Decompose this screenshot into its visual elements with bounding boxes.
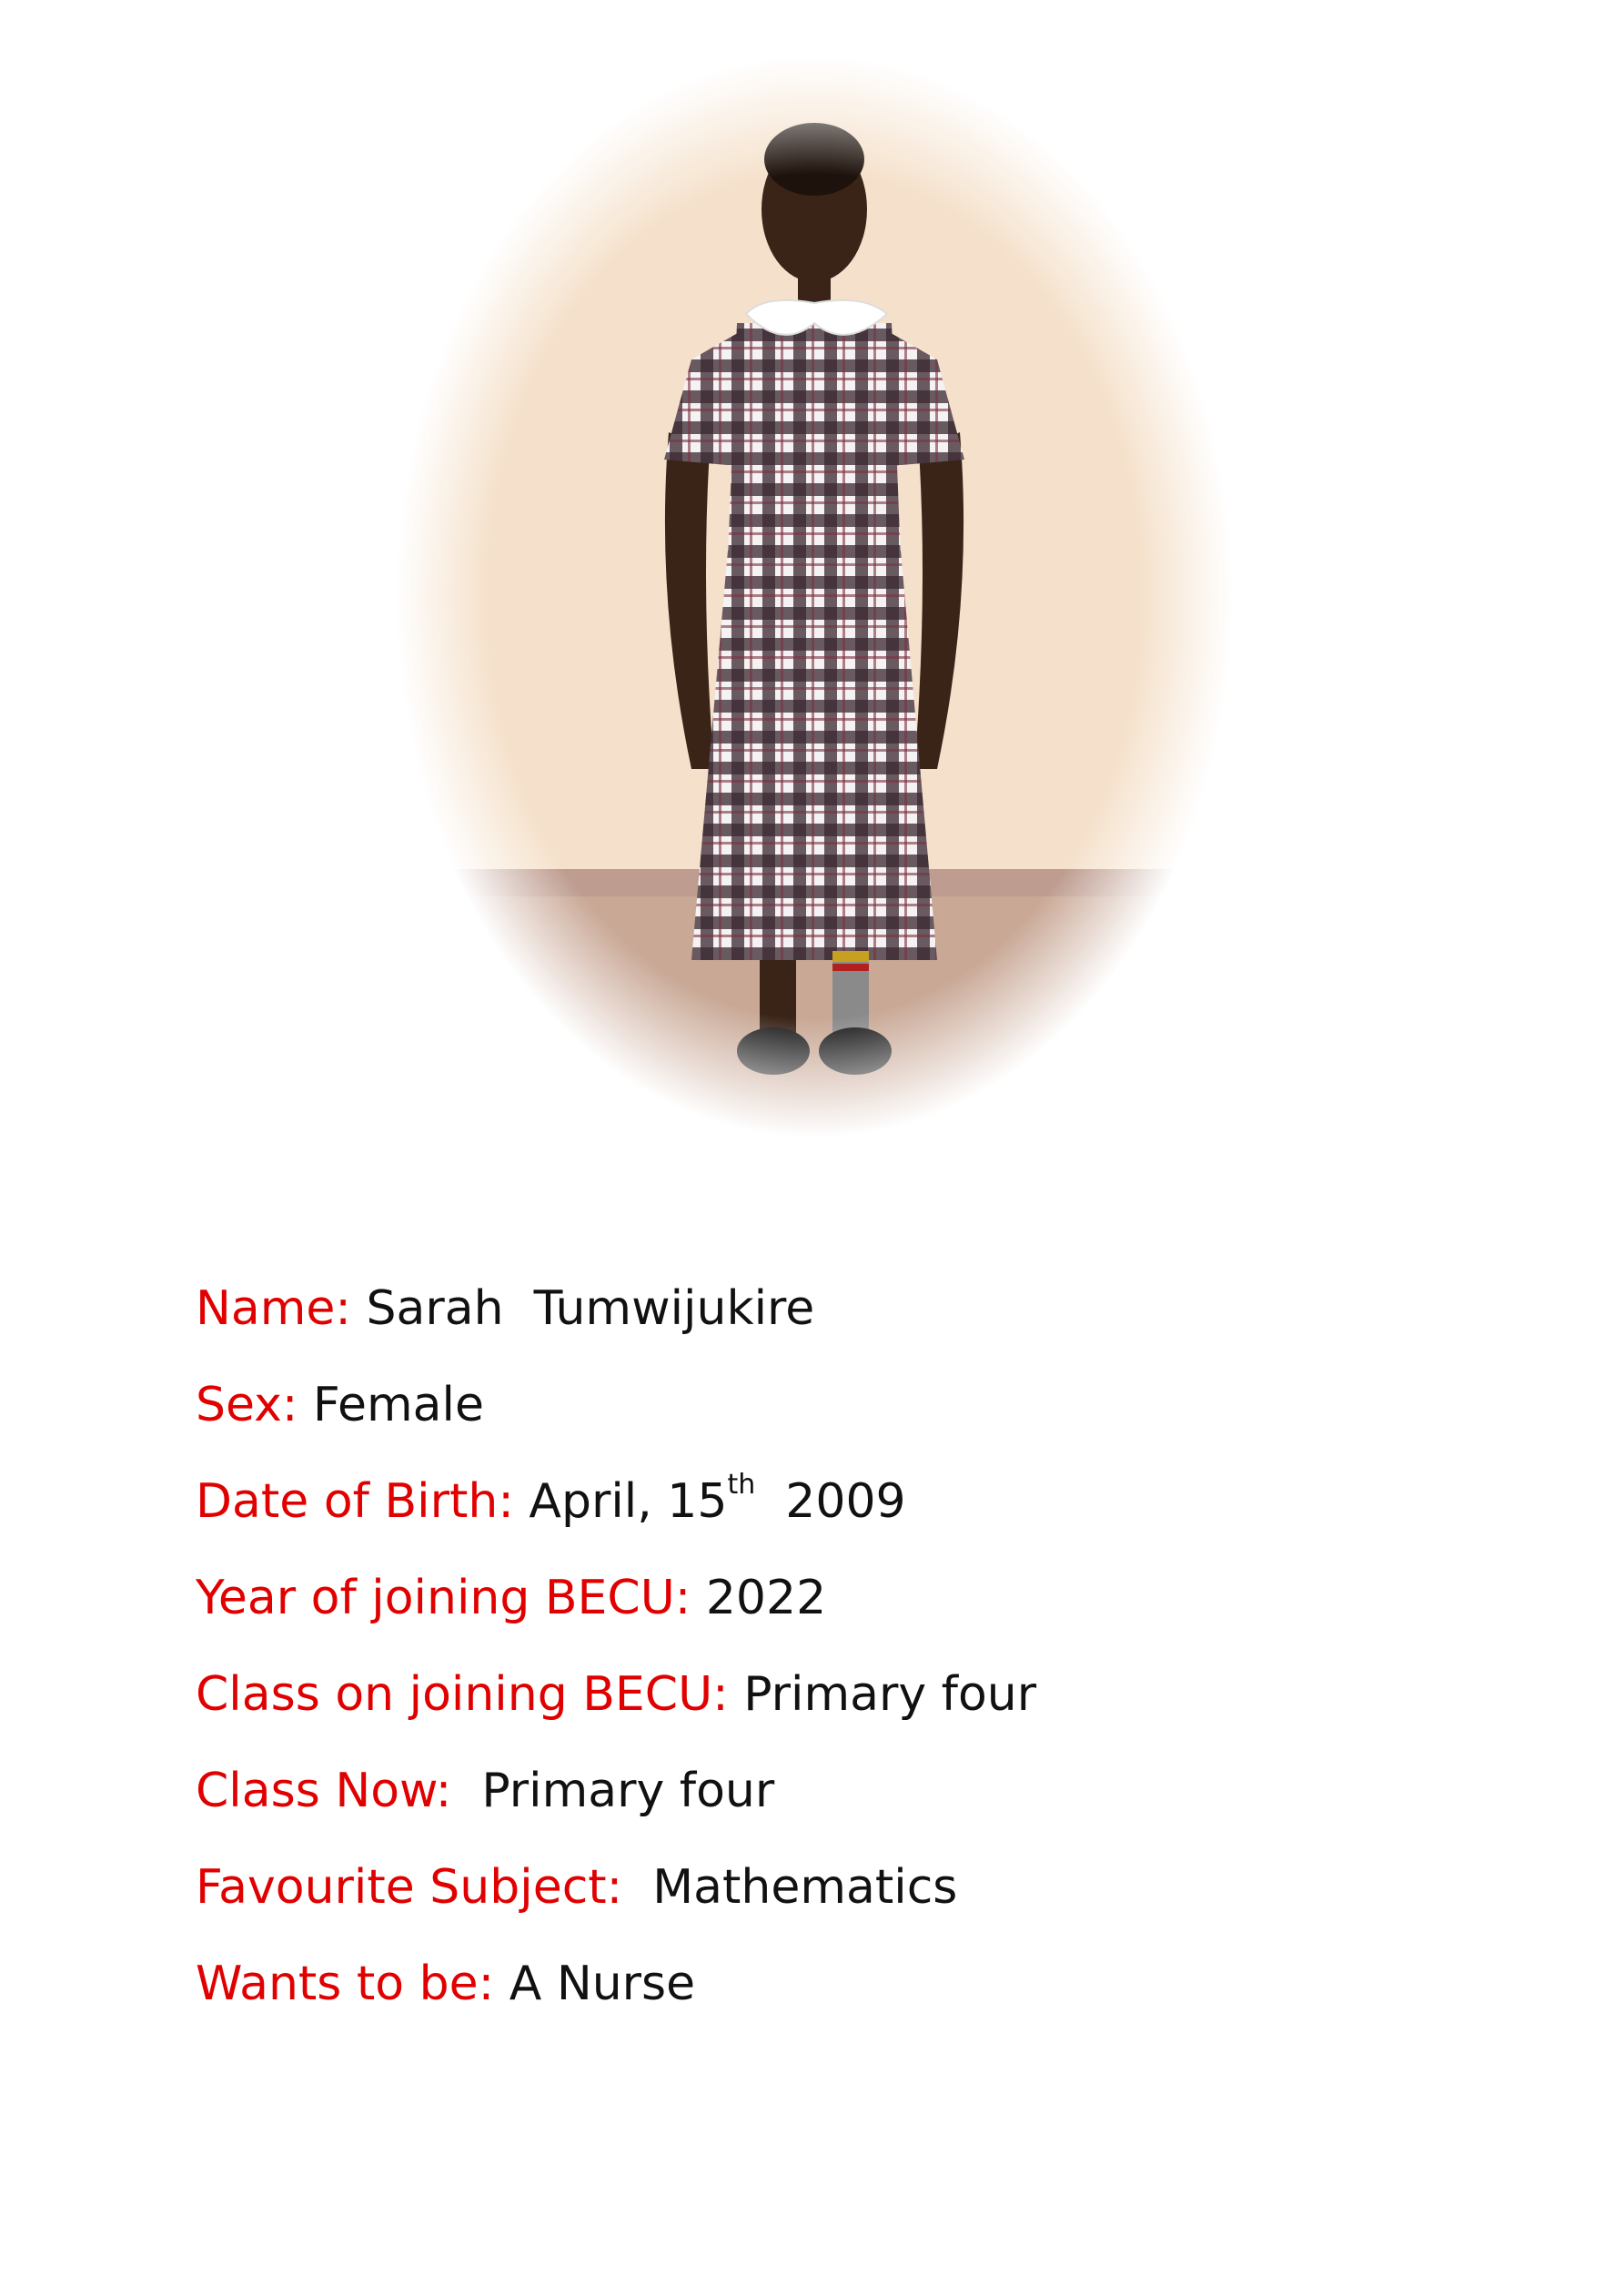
- dob-row: [196, 1453, 1036, 1550]
- name-label: Name:: [196, 1281, 351, 1336]
- year-joined-label: Year of joining BECU:: [196, 1571, 691, 1625]
- wants-to-be-value: A Nurse: [509, 1957, 696, 2011]
- dob-label: Date of Birth:: [196, 1474, 514, 1529]
- dob-value-date: April, 15: [529, 1474, 728, 1529]
- class-joined-value: Primary four: [743, 1667, 1037, 1722]
- name-row: [196, 1260, 1036, 1357]
- sex-label: Sex:: [196, 1378, 298, 1432]
- year-joined-row: [196, 1550, 1036, 1646]
- profile-fields: [196, 1260, 1036, 2032]
- dob-value-year: 2009: [755, 1474, 906, 1529]
- class-now-row: [196, 1743, 1036, 1839]
- favourite-subject-value: Mathematics: [652, 1860, 958, 1915]
- class-joined-label: Class on joining BECU:: [196, 1667, 729, 1722]
- class-now-label: Class Now:: [196, 1764, 452, 1818]
- dob-value: [529, 1469, 906, 1529]
- sex-row: [196, 1357, 1036, 1453]
- year-joined-value: 2022: [705, 1571, 827, 1625]
- dob-value-ordinal: th: [727, 1469, 756, 1501]
- profile-photo: [391, 50, 1237, 1142]
- favourite-subject-label: Favourite Subject:: [196, 1860, 623, 1915]
- wants-to-be-row: [196, 1936, 1036, 2032]
- sex-value: Female: [312, 1378, 484, 1432]
- class-joined-row: [196, 1646, 1036, 1743]
- wants-to-be-label: Wants to be:: [196, 1957, 495, 2011]
- favourite-subject-row: [196, 1839, 1036, 1936]
- name-value: Sarah Tumwijukire: [366, 1281, 815, 1336]
- class-now-value: Primary four: [481, 1764, 775, 1818]
